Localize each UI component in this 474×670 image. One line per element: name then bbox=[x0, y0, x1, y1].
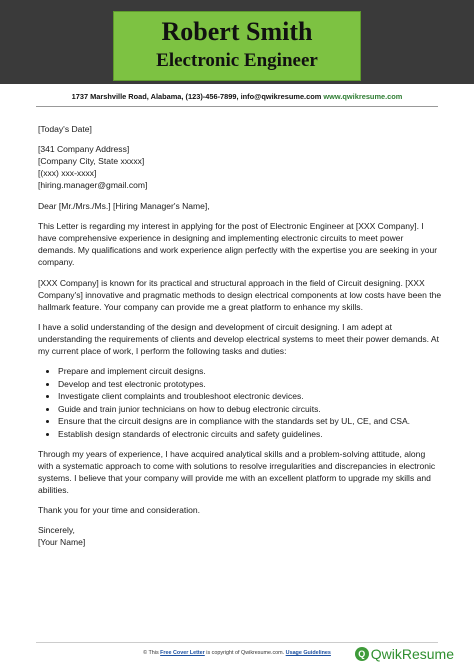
footer-divider bbox=[36, 642, 438, 643]
applicant-name: Robert Smith bbox=[161, 17, 313, 46]
contact-address: 1737 Marshville Road, Alabama, (123)-456-7899, info@qwikresume.com bbox=[71, 92, 322, 101]
name-box bbox=[113, 11, 361, 81]
closing: Sincerely, bbox=[38, 525, 75, 536]
qwikresume-logo[interactable] bbox=[355, 646, 454, 662]
recipient-line: [hiring.manager@gmail.com] bbox=[38, 180, 148, 191]
thanks-line: Thank you for your time and consideration. bbox=[38, 505, 201, 515]
contact-line bbox=[0, 92, 474, 101]
duty-item: • Ensure that the circuit designs are in compliance with the standards set by UL, CE, and CSA. bbox=[58, 415, 442, 427]
qwikresume-logo-icon: Q bbox=[355, 647, 369, 661]
recipient-line: [(xxx) xxx-xxxx] bbox=[38, 168, 97, 179]
paragraph-experience: I have a solid understanding of the design and development of circuit designing. I am adept at understanding the requirements of clients and develop electrical systems to meet their power demands. At my current place of work, I perform the following tasks and duties: bbox=[38, 321, 439, 357]
footer bbox=[0, 642, 474, 670]
duty-item: • Investigate client complaints and troubleshoot electronic devices. bbox=[58, 390, 442, 402]
duty-item: • Develop and test electronic prototypes. bbox=[58, 378, 442, 390]
letter-body bbox=[38, 123, 442, 548]
paragraph-company: [XXX Company] is known for its practical and structural approach in the field of Circuit designing. [XXX Company's] innovative and pragmatic methods to design electrical components at low costs have been the hallmark feature. Your company can provide me a great platform to enhance my skills. bbox=[38, 277, 442, 312]
free-cover-letter-link[interactable]: Free Cover Letter bbox=[160, 650, 205, 656]
paragraph-intro: This Letter is regarding my interest in applying for the post of Electronic Engineer at [XXX Company]. I have comprehensive experience in designing and implementing electronic circuits to meet power demands. My qualifications and work experience align perfectly with the expertise you are seeking in your company. bbox=[38, 221, 438, 268]
header-divider bbox=[36, 106, 438, 107]
letter-date: [Today's Date] bbox=[38, 124, 92, 134]
copyright-prefix: © This bbox=[143, 650, 161, 656]
copyright-middle: is copyright of Qwikresume.com. bbox=[204, 650, 286, 656]
duties-list bbox=[38, 365, 442, 440]
usage-guidelines-link[interactable]: Usage Guidelines bbox=[285, 650, 331, 656]
qwikresume-logo-text: QwikResume bbox=[370, 646, 454, 662]
salutation: Dear [Mr./Mrs./Ms.] [Hiring Manager's Name], bbox=[38, 201, 210, 212]
paragraph-skills: Through my years of experience, I have acquired analytical skills and a problem-solving attitude, along with a systematic approach to come with solutions to resolve irregularities and discrepancies in electronic systems. I believe that your company will provide me with an excellent platform to upgrade my skills and abilities. bbox=[38, 448, 436, 495]
job-title: Electronic Engineer bbox=[156, 50, 318, 71]
recipient-address bbox=[38, 143, 442, 191]
duty-item: • Guide and train junior technicians on how to debug electronic circuits. bbox=[58, 403, 442, 415]
duty-item: • Establish design standards of electronic circuits and safety guidelines. bbox=[58, 428, 442, 440]
recipient-line: [Company City, State xxxxx] bbox=[38, 156, 145, 167]
recipient-line: [341 Company Address] bbox=[38, 144, 130, 155]
signature: [Your Name] bbox=[38, 537, 86, 548]
duty-item: • Prepare and implement circuit designs. bbox=[58, 365, 442, 377]
contact-site[interactable]: www.qwikresume.com bbox=[323, 92, 403, 101]
